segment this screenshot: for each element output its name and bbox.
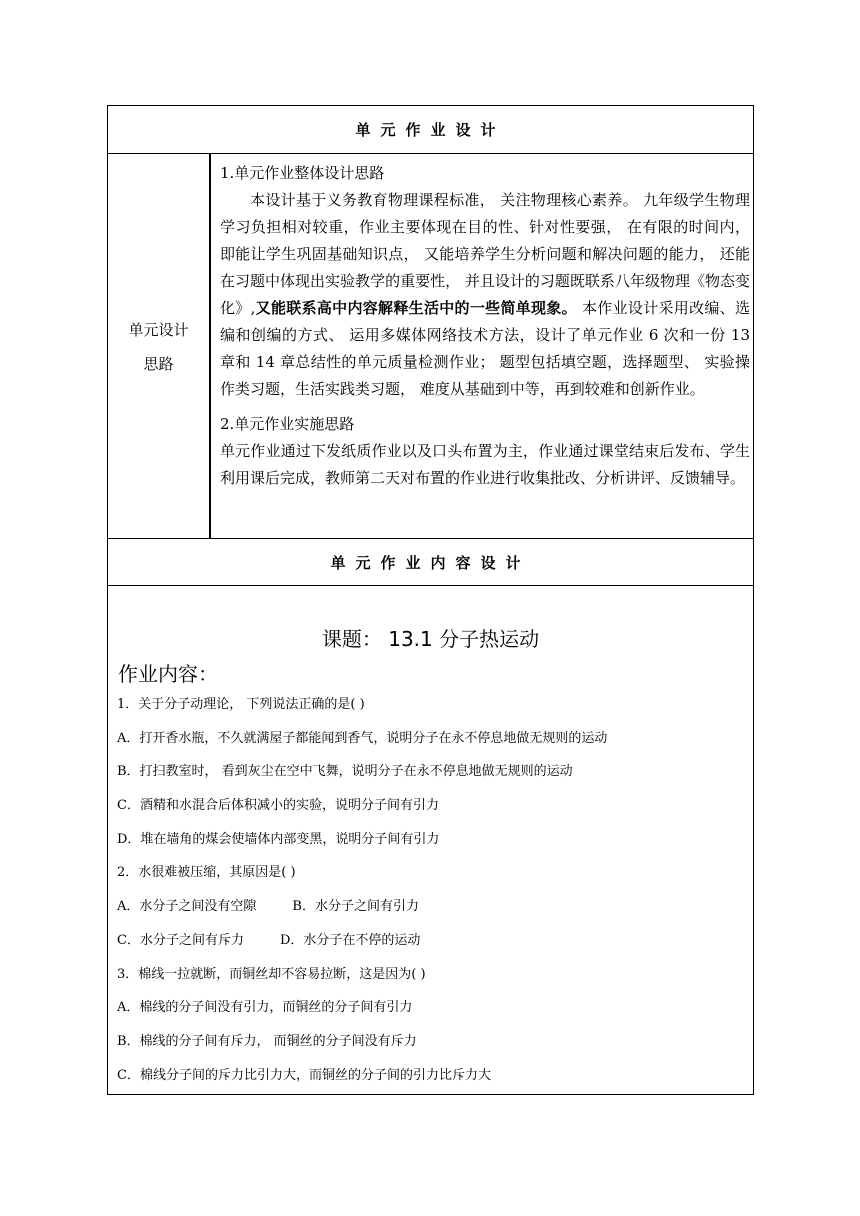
label-line-1: 单元设计 <box>128 320 189 339</box>
homework-content-label: 作业内容： <box>118 662 218 686</box>
content-design-header: 单元作业内容设计 <box>108 538 753 586</box>
question-1-option-c: C．酒精和水混合后体积减小的实验，说明分子间有引力 <box>117 798 439 814</box>
section-2-paragraph: 单元作业通过下发纸质作业以及口头布置为主，作业通过课堂结束后发布、学生利用课后完成，教师第二天对布置的作业进行收集批改、分析讲评、反馈辅导。 <box>220 442 750 487</box>
design-table <box>107 105 754 1095</box>
question-3-option-a: A．棉线的分子间没有引力，而铜丝的分子间有引力 <box>117 1000 413 1016</box>
question-1-option-d: D．堆在墙角的煤会使墙体内部变黑，说明分子间有引力 <box>117 831 440 847</box>
question-2-option-a: A．水分子之间没有空隙 <box>117 899 257 915</box>
design-idea-label <box>108 154 209 539</box>
question-2-option-b: B．水分子之间有引力 <box>292 899 419 915</box>
question-3: 3．棉线一拉就断，而铜丝却不容易拉断，这是因为( ) <box>117 966 426 982</box>
question-2-options-ab <box>108 890 753 924</box>
homework-section <box>108 587 753 1092</box>
question-2-option-c: C．水分子之间有斥力 <box>117 932 244 948</box>
question-1-option-b: B．打扫教室时， 看到灰尘在空中飞舞，说明分子在永不停息地做无规则的运动 <box>117 764 573 780</box>
section-1-text-b: 本作业设计采用改编、选编和创编的方式、 运用多媒体网络技术方法，设计了单元作业 6 次和一份 13 章和 14 章总结性的单元质量检测作业； 题型包括填空题，选择题型、 实验操作类习题，生活实践类习题， 难度从基础到中等，再到较难和创新作业。 <box>220 299 750 398</box>
question-1: 1．关于分子动理论， 下列说法正确的是( ) <box>117 697 365 712</box>
question-1-option-a: A．打开香水瓶，不久就满屋子都能闻到香气，说明分子在永不停息地做无规则的运动 <box>117 730 608 746</box>
section-1-text-bold: 又能联系高中内容解释生活中的一些简单现象。 <box>255 299 577 317</box>
question-3-option-c: C．棉线分子间的斥力比引力大，而铜丝的分子间的引力比斥力大 <box>117 1067 491 1083</box>
section-1-title: 1.单元作业整体设计思路 <box>220 164 385 182</box>
question-2-option-d: D．水分子在不停的运动 <box>279 932 421 948</box>
question-2: 2．水很难被压缩，其原因是( ) <box>117 865 296 881</box>
section-2-title: 2.单元作业实施思路 <box>220 415 355 433</box>
section-1-paragraph <box>220 187 750 403</box>
design-idea-content <box>220 160 750 492</box>
lesson-title: 课题： 13.1 分子热运动 <box>321 627 540 651</box>
label-line-2: 思路 <box>143 354 174 373</box>
section-1-text-a: 本设计基于义务教育物理课程标准， 关注物理核心素养。 九年级学生物理学习负担相对较重，作业主要体现在目的性、针对性要强， 在有限的时间内， 即能让学生巩固基础知识点， 又能培养学生分析问题和解决问题的能力， 还能在习题中体现出实验教学的重要性， 并且设计的习题既联系八年级物理《物态变化》, <box>220 191 750 317</box>
cell-divider <box>209 154 211 539</box>
question-3-option-b: B．棉线的分子间有斥力， 而铜丝的分子间没有斥力 <box>117 1033 417 1049</box>
unit-design-header: 单元作业设计 <box>108 106 753 154</box>
design-idea-row <box>108 154 753 539</box>
question-2-options-cd <box>108 924 753 958</box>
